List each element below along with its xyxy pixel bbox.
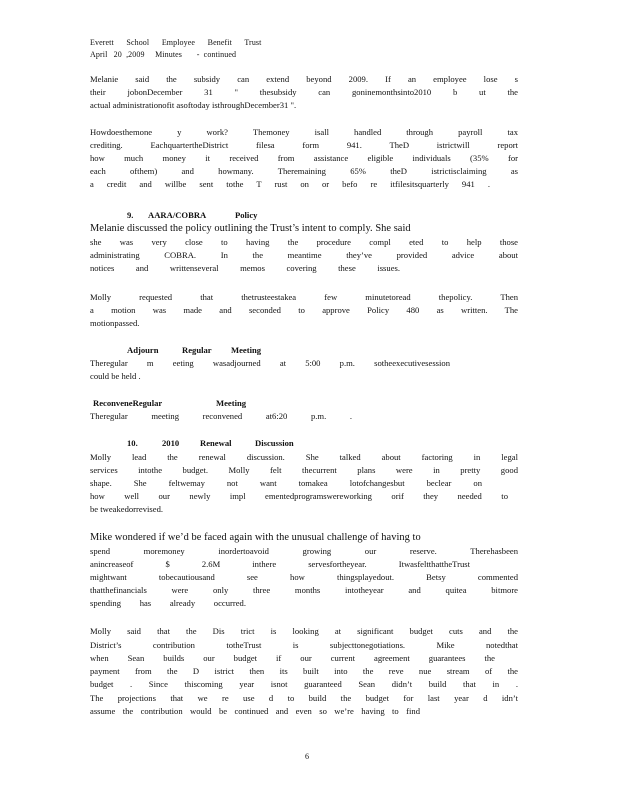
paragraph-line: a credit and willbe sent tothe T rust on or befo re itfilesitsquarterly 941 . bbox=[90, 179, 490, 189]
paragraph-line: actual administrationofit asoftoday isthroughDecember31 ". bbox=[90, 100, 297, 110]
paragraph-line: a motion was made and seconded to approve Policy 480 as written. The bbox=[90, 305, 518, 315]
paragraph-line: Molly said that the Dis trict is looking at significant budget cuts and the bbox=[90, 626, 518, 636]
reconvene-heading-word: ReconveneRegular bbox=[93, 398, 163, 408]
paragraph-line: be tweakedorrevised. bbox=[90, 504, 164, 514]
paragraph-line: administrating COBRA. In the meantime they’ve provided advice about bbox=[90, 250, 518, 260]
paragraph-line: thatthefinancials were only three months intotheyear and quitea bitmore bbox=[90, 585, 518, 595]
paragraph-line: assume the contribution would be continued and even so we’re having to find bbox=[90, 706, 420, 716]
paragraph-line: spend moremoney inordertoavoid growing our reserve. Therehasbeen bbox=[90, 546, 518, 556]
paragraph-line: District’s contribution totheTrust is subjecttonegotiations. Mike notedthat bbox=[90, 640, 518, 650]
paragraph-line: mightwant tobecautiousand see how thingsplayedout. Betsy commented bbox=[90, 572, 518, 582]
reconvene-heading-word: Meeting bbox=[216, 398, 247, 408]
paragraph-line: Melanie discussed the policy outlining the Trust’s intent to comply. She said bbox=[90, 223, 411, 234]
paragraph-line: Theregular m eeting wasadjourned at 5:00 p.m. sotheexecutivesession bbox=[90, 358, 450, 368]
adjourn-heading-word: Adjourn bbox=[127, 345, 159, 355]
header-line-2: April 20 ,2009 Minutes - continued bbox=[90, 50, 237, 59]
section-title: AARA/COBRA bbox=[148, 210, 207, 220]
paragraph-line: Mike wondered if we’d be faced again with the unusual challenge of having to bbox=[90, 532, 421, 543]
paragraph-line: when Sean builds our budget if our current agreement guarantees the bbox=[90, 653, 495, 663]
paragraph-line: could be held . bbox=[90, 371, 141, 381]
paragraph-line: Melanie said the subsidy can extend beyond 2009. If an employee lose s bbox=[90, 74, 518, 84]
paragraph-line: budget . Since thiscoming year isnot guaranteed Sean didn’t build that in . bbox=[90, 679, 518, 689]
paragraph-line: Theregular meeting reconvened at6:20 p.m. . bbox=[90, 411, 352, 421]
paragraph-line: each ofthem) and howmany. Theremaining 65% theD istrictisclaiming as bbox=[90, 166, 518, 176]
paragraph-line: Molly requested that thetrusteestakea few minutetoread thepolicy. Then bbox=[90, 292, 518, 302]
paragraph-line: notices and writtenseveral memos covering these issues. bbox=[90, 263, 400, 273]
page-number: 6 bbox=[305, 752, 309, 761]
paragraph-line: The projections that we re use d to build the budget for last year d idn’t bbox=[90, 693, 518, 703]
section-title-word: Discussion bbox=[255, 438, 294, 448]
adjourn-heading-word: Regular bbox=[182, 345, 212, 355]
paragraph-line: Molly lead the renewal discussion. She talked about factoring in legal bbox=[90, 452, 518, 462]
paragraph-line: she was very close to having the procedure compl eted to help those bbox=[90, 237, 518, 247]
adjourn-heading-word: Meeting bbox=[231, 345, 262, 355]
paragraph-line: payment from the D istrict then its built into the reve nue stream of the bbox=[90, 666, 518, 676]
paragraph-line: spending has already occurred. bbox=[90, 598, 246, 608]
section-title-word: Policy bbox=[235, 210, 258, 220]
paragraph-line: Howdoesthemone y work? Themoney isall handled through payroll tax bbox=[90, 127, 518, 137]
section-title-word: Renewal bbox=[200, 438, 232, 448]
paragraph-line: services intothe budget. Molly felt thecurrent plans were in pretty good bbox=[90, 465, 518, 475]
paragraph-line: shape. She feltwemay not want tomakea lotofchangesbut beclear on bbox=[90, 478, 482, 488]
document-page bbox=[90, 0, 518, 800]
paragraph-line: anincreaseof $ 2.6M inthere servesfortheyear. ItwasfeltthattheTrust bbox=[90, 559, 470, 569]
paragraph-line: how well our newly impl ementedprogramswereworking orif they needed to bbox=[90, 491, 508, 501]
paragraph-line: crediting. EachquartertheDistrict filesa form 941. TheD istrictwill report bbox=[90, 140, 518, 150]
section-number: 9. bbox=[127, 210, 134, 220]
section-number: 10. bbox=[127, 438, 138, 448]
paragraph-line: how much money it received from assistance eligible individuals (35% for bbox=[90, 153, 518, 163]
section-title-word: 2010 bbox=[162, 438, 180, 448]
header-line-1: Everett School Employee Benefit Trust bbox=[90, 38, 262, 47]
paragraph-line: their jobonDecember 31 " thesubsidy can goninemonthsinto2010 b ut the bbox=[90, 87, 518, 97]
paragraph-line: motionpassed. bbox=[90, 318, 140, 328]
